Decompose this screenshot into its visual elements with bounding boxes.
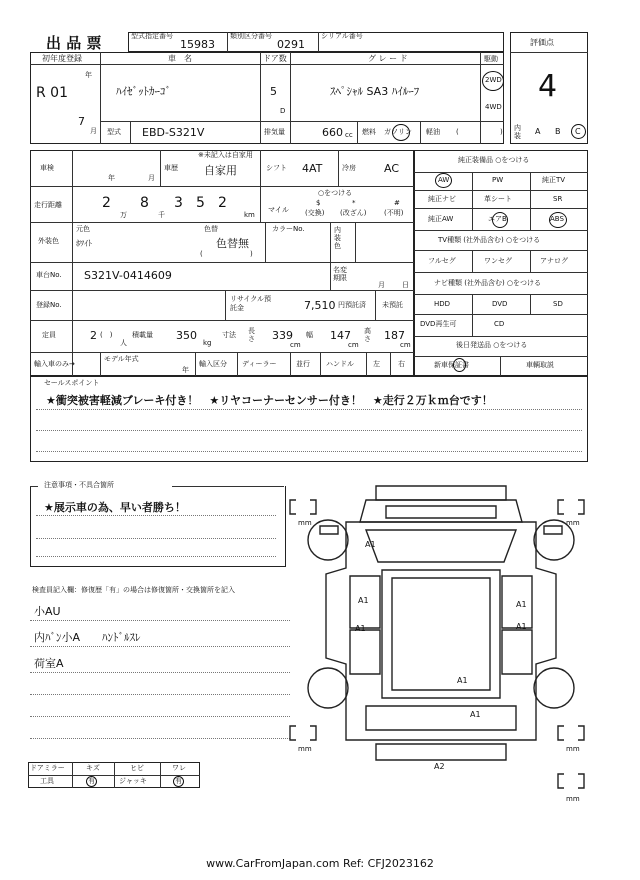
- mileage-digit-4: 5: [196, 195, 205, 211]
- interior-grade-b: B: [555, 127, 561, 136]
- fuel-gasoline: ガソリン: [384, 128, 412, 136]
- sheet-title: 出 品 票: [46, 34, 102, 52]
- era-year: R 01: [36, 85, 68, 101]
- mileage-mark-note: ○をつける: [318, 189, 353, 197]
- serial-label: シリアル番号: [321, 32, 363, 40]
- damage-mark-7: A1: [470, 710, 481, 719]
- import-dealer: ディーラー: [242, 360, 277, 368]
- inspector-label: 検査員記入欄：修復歴「有」の場合は修復箇所・交換箇所を記入: [32, 586, 235, 594]
- handle-left: 左: [373, 360, 380, 368]
- damage-mark-4: A1: [516, 600, 527, 609]
- category-label: 類別区分番号: [230, 32, 272, 40]
- legend-tools-value: 有: [88, 777, 95, 785]
- name-change-label: 名変期限: [333, 266, 347, 282]
- mileage-unit-km: km: [244, 211, 255, 219]
- shaken-year: 年: [108, 174, 115, 182]
- legend-tools-mark: [86, 776, 97, 787]
- later-warranty-mark: [453, 358, 466, 372]
- mileage-unit-man: 万: [120, 211, 127, 219]
- equip-abs: ABS: [550, 215, 564, 223]
- reg-month: 7: [78, 115, 85, 128]
- equip-airbag: エアB: [488, 215, 507, 223]
- interior-selected-mark: [571, 124, 586, 139]
- later-shipment-label: 後日発送品 ○をつける: [456, 341, 528, 349]
- car-name: ﾊｲｾﾞｯﾄｶｰｺﾞ: [116, 85, 171, 98]
- import-parallel: 並行: [296, 360, 310, 368]
- navi-sd: SD: [553, 300, 563, 308]
- equip-sr: SR: [553, 195, 563, 203]
- mileage-opt-star: *: [352, 199, 356, 207]
- width-unit: cm: [348, 341, 359, 349]
- length-label: 長さ: [248, 327, 255, 343]
- equip-navi: 純正ナビ: [428, 195, 456, 203]
- ac-value: AC: [384, 162, 400, 175]
- std-equipment-label: 純正装備品 ○をつける: [458, 156, 530, 164]
- sales-point-label: セールスポイント: [44, 379, 100, 387]
- int-color-label: 内装色: [334, 226, 341, 250]
- reg-no-label: 登録No.: [36, 301, 62, 309]
- cd-label: CD: [494, 320, 505, 328]
- capacity-unit: 人: [120, 339, 127, 347]
- model-year-unit: 年: [182, 366, 189, 374]
- doors-value: 5: [270, 85, 277, 98]
- orig-color-value: ﾎﾜｲﾄ: [76, 239, 92, 248]
- damage-mark-3: A1: [355, 624, 366, 633]
- mileage-opt-mile: マイル: [268, 206, 289, 214]
- length-unit: cm: [290, 341, 301, 349]
- shaken-label: 車検: [40, 164, 54, 172]
- length-value: 339: [272, 329, 293, 342]
- equip-leather: 革シート: [484, 195, 512, 203]
- chassis-value: S321V-0414609: [84, 269, 172, 282]
- mileage-digit-2: 8: [140, 195, 149, 211]
- displacement-value: 660: [322, 126, 343, 139]
- tire-fr-mm: mm: [566, 519, 580, 527]
- legend-mirror: ドアミラー: [30, 764, 65, 772]
- load-label: 積載量: [132, 331, 153, 339]
- interior-grade-a: A: [535, 127, 541, 136]
- chassis-label: 車台No.: [36, 271, 62, 279]
- month-unit: 月: [90, 127, 97, 135]
- sales-point-box: [30, 376, 588, 462]
- later-manual: 車輌取説: [526, 361, 554, 369]
- legend-jack: ジャッキ: [119, 777, 147, 785]
- equip-aw-mark: [435, 173, 452, 188]
- grade-label: グ レ ー ド: [368, 54, 408, 63]
- inspector-line-1: 小AU: [34, 605, 61, 618]
- height-label: 高さ: [364, 327, 371, 343]
- damage-mark-8: A2: [434, 762, 445, 771]
- fuel-selected-mark: [392, 124, 410, 141]
- navi-type-label: ナビ種類 (社外品含む) ○をつける: [434, 279, 542, 287]
- mileage-opt-exchange: (交換): [305, 209, 325, 217]
- tire-rr-mm: mm: [566, 745, 580, 753]
- damage-mark-1: A1: [365, 540, 376, 549]
- color-change-value: 色替無: [216, 237, 249, 250]
- tire-fl-mm: mm: [298, 519, 312, 527]
- equip-pw: PW: [492, 176, 504, 184]
- doors-label: ドア数: [263, 54, 287, 63]
- drive-2wd: 2WD: [485, 76, 502, 84]
- orig-color-label: 元色: [76, 225, 90, 233]
- shaken-month: 月: [148, 174, 155, 182]
- capacity-paren: ( ): [100, 331, 113, 339]
- use-note: ※未記入は自家用: [198, 151, 253, 159]
- size-label: 寸法: [222, 331, 236, 339]
- fuel-label: 燃料: [362, 128, 376, 136]
- legend-break: ワレ: [172, 764, 186, 772]
- first-reg-label: 初年度登録: [42, 54, 82, 63]
- tv-oneseg: ワンセグ: [484, 257, 512, 265]
- height-unit: cm: [400, 341, 411, 349]
- notes-box: [30, 486, 286, 567]
- displacement-unit: cc: [345, 131, 353, 139]
- mileage-opt-tampered: (改ざん): [340, 209, 367, 217]
- damage-mark-2: A1: [358, 596, 369, 605]
- mileage-digit-1: 2: [102, 195, 111, 211]
- dvd-playback-label: DVD再生可: [420, 320, 457, 328]
- shift-label: シフト: [266, 164, 287, 172]
- capacity-value: 2: [90, 329, 97, 342]
- navi-hdd: HDD: [434, 300, 451, 308]
- type-designation-value: 15983: [180, 38, 215, 51]
- shift-value: 4AT: [302, 162, 323, 175]
- legend-crack: ヒビ: [130, 764, 144, 772]
- inspector-line-2: 内ﾊﾞﾝ小A ﾊﾝﾄﾞﾙｽﾚ: [34, 631, 141, 644]
- recycle-label: リサイクル預託金: [230, 295, 272, 312]
- legend-jack-mark: [173, 776, 184, 787]
- legend-tools: 工具: [40, 777, 54, 785]
- mileage-digit-3: 3: [174, 195, 183, 211]
- recycle-value: 7,510: [304, 299, 336, 312]
- grade-value: ｽﾍﾟｼｬﾙ SA3 ﾊｲﾙｰﾌ: [330, 85, 420, 98]
- notes-label: 注意事項・不具合箇所: [44, 481, 114, 489]
- mileage-digit-5: 2: [218, 195, 227, 211]
- drive-4wd: 4WD: [485, 103, 502, 111]
- recycle-suffix: 円預託済: [338, 301, 366, 309]
- ac-label: 冷房: [342, 164, 356, 172]
- mileage-opt-hash: #: [394, 199, 400, 207]
- damage-mark-6: A1: [457, 676, 468, 685]
- model-value: EBD-S321V: [142, 126, 205, 139]
- use-label: 車歴: [164, 164, 178, 172]
- color-change-label: 色替: [204, 225, 218, 233]
- width-label: 幅: [306, 331, 313, 339]
- tire-spare-mm: mm: [566, 795, 580, 803]
- door-suffix: D: [280, 107, 286, 115]
- import-label: 輸入車のみ→: [34, 360, 75, 368]
- equip-abs-mark: [549, 212, 567, 228]
- import-div-label: 輸入区分: [199, 360, 227, 368]
- equip-airbag-mark: [492, 212, 508, 228]
- mileage-label: 走行距離: [34, 201, 62, 209]
- mileage-opt-dollar: $: [316, 199, 321, 207]
- evaluation-score: 4: [538, 69, 558, 104]
- later-warranty: 新車保証書: [434, 361, 469, 369]
- mileage-opt-unknown: (不明): [384, 209, 404, 217]
- capacity-label: 定員: [42, 331, 56, 339]
- mileage-unit-sen: 千: [158, 211, 165, 219]
- type-designation-label: 型式指定番号: [131, 32, 173, 40]
- recycle-unpaid: 未預託: [382, 301, 403, 309]
- equip-std-aw: 純正AW: [428, 215, 454, 223]
- name-change-month: 月: [378, 281, 385, 289]
- sales-point-text: ★衝突被害軽減ブレーキ付き！ ★リヤコーナーセンサー付き！ ★走行２万ｋｍ台です！: [46, 394, 493, 407]
- navi-dvd: DVD: [492, 300, 508, 308]
- tv-analog: アナログ: [540, 257, 568, 265]
- height-value: 187: [384, 329, 405, 342]
- interior-grade-c: C: [575, 127, 581, 136]
- load-value: 350: [176, 329, 197, 342]
- ext-color-label: 外装色: [38, 237, 59, 245]
- notes-text: ★展示車の為、早い者勝ち！: [44, 501, 186, 514]
- interior-label: 内装: [514, 124, 521, 140]
- color-no-label: カラーNo.: [272, 225, 305, 233]
- evaluation-label: 評価点: [530, 38, 554, 47]
- tv-fullseg: フルセグ: [428, 257, 456, 265]
- legend-jack-value: 有: [175, 777, 182, 785]
- category-value: 0291: [277, 38, 305, 51]
- handle-right: 右: [398, 360, 405, 368]
- damage-mark-5: A1: [516, 622, 527, 631]
- load-unit: kg: [203, 339, 212, 347]
- inspector-line-3: 荷室A: [34, 657, 64, 670]
- width-value: 147: [330, 329, 351, 342]
- tv-type-label: TV種類 (社外品含む) ○をつける: [438, 236, 541, 244]
- model-year-label: モデル年式: [104, 355, 139, 363]
- car-name-label: 車 名: [168, 54, 192, 63]
- model-label: 型式: [107, 128, 121, 136]
- equip-tv: 純正TV: [542, 176, 566, 184]
- year-unit: 年: [85, 71, 92, 79]
- drive-label: 駆動: [484, 55, 498, 63]
- equip-aw: AW: [438, 176, 450, 184]
- tire-rl-mm: mm: [298, 745, 312, 753]
- handle-label: ハンドル: [326, 360, 354, 368]
- footer-ref: www.CarFromJapan.com Ref: CFJ2023162: [206, 857, 434, 870]
- legend-scratch: キズ: [86, 764, 100, 772]
- name-change-day: 日: [402, 281, 409, 289]
- fuel-light-oil: 軽油: [426, 128, 440, 136]
- displacement-label: 排気量: [264, 128, 285, 136]
- use-value: 自家用: [204, 164, 237, 177]
